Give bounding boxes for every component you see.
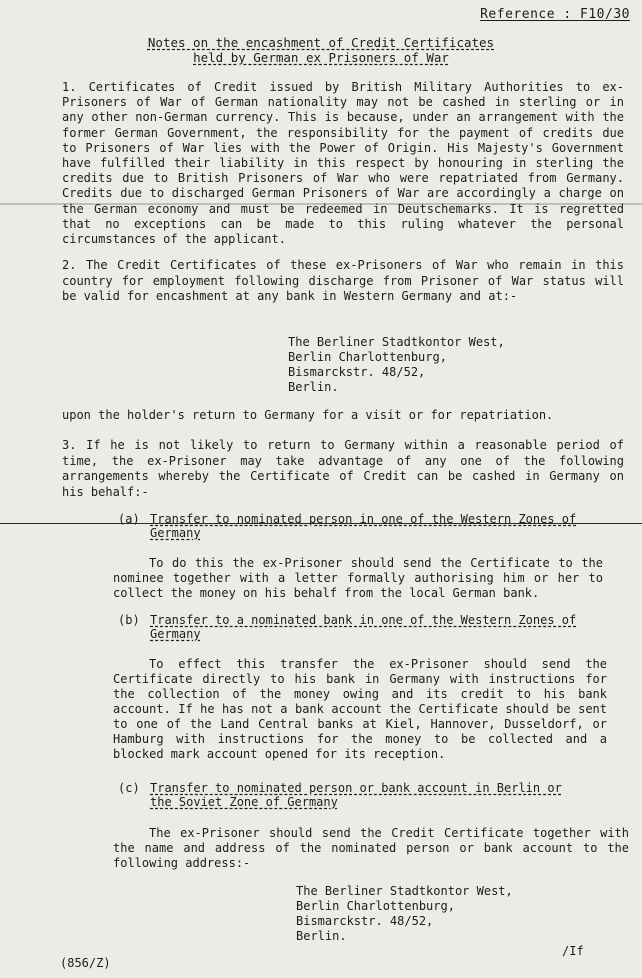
form-number: (856/Z) <box>60 956 111 970</box>
subsection-a-label: (a) <box>118 512 140 526</box>
paragraph-2b-text: upon the holder's return to Germany for a visit or for repatriation. <box>62 408 554 422</box>
subsection-a-text: To do this the ex-Prisoner should send the Certificate to the nominee together with a letter formally authorising him or her to collect the money on his behalf from the local German bank. <box>113 556 603 600</box>
address-1-line: Bismarckstr. 48/52, <box>288 365 426 379</box>
subsection-c-title: Transfer to nominated person or bank account in Berlin or the Soviet Zone of Germany <box>150 781 562 809</box>
subsection-b-heading <box>118 613 618 645</box>
subsection-b-body <box>113 657 607 762</box>
subsection-a-title: Transfer to nominated person in one of the Western Zones of Germany <box>150 512 577 540</box>
address-1-line: The Berliner Stadtkontor West, <box>288 335 505 349</box>
subsection-c-label: (c) <box>118 781 140 795</box>
title-line-2: held by German ex Prisoners of War <box>193 50 449 65</box>
subsection-c-heading <box>118 781 618 813</box>
paragraph-2 <box>62 258 624 305</box>
subsection-b-title: Transfer to a nominated bank in one of the Western Zones of Germany <box>150 613 577 641</box>
subsection-a-heading <box>118 512 618 544</box>
reference-number: Reference : F10/30 <box>480 7 630 22</box>
address-1-line: Berlin Charlottenburg, <box>288 350 447 364</box>
address-1-line: Berlin. <box>288 380 339 394</box>
subsection-c-text: The ex-Prisoner should send the Credit Certificate together with the name and address of the nominated person or bank account to the following address:- <box>113 826 629 870</box>
paragraph-3-text: 3. If he is not likely to return to Germany within a reasonable period of time, the ex-Prisoner may take advantage of any one of the following arrangements whereby the Certificate of Credit can be cashed in Germany on his behalf:- <box>62 438 624 499</box>
address-2-line: Berlin Charlottenburg, <box>296 899 455 913</box>
address-block-1 <box>288 335 505 395</box>
document-title <box>0 35 642 65</box>
title-line-1: Notes on the encashment of Credit Certificates <box>147 35 495 50</box>
paragraph-1 <box>62 80 624 247</box>
address-block-2 <box>296 884 513 944</box>
subsection-a-body <box>113 556 603 601</box>
paragraph-3 <box>62 438 624 500</box>
subsection-c-body <box>113 826 629 871</box>
address-2-line: Bismarckstr. 48/52, <box>296 914 434 928</box>
paragraph-1-text: 1. Certificates of Credit issued by British Military Authorities to ex-Prisoners of War of German nationality may not be cashed in sterling or in any other non-German currency. This is because, under an arrangement with the former German Government, the responsibility for the payment of credits due to Prisoners of War lies with the Power of Origin. His Majesty's Government have fulfilled their liability in this respect by honouring in sterling the credits due to British Prisoners of War who were repatriated from Germany. Credits due to discharged German Prisoners of War are accordingly a charge on the German economy and must be redeemed in Deutschemarks. It is regretted that no exceptions can be made to this ruling whatever the personal circumstances of the applicant. <box>62 80 624 247</box>
address-2-line: Berlin. <box>296 929 347 943</box>
subsection-b-label: (b) <box>118 613 140 627</box>
paragraph-2-text: 2. The Credit Certificates of these ex-Prisoners of War who remain in this country for employment following discharge from Prisoner of War status will be valid for encashment at any bank in Western Germany and at:- <box>62 258 624 303</box>
paragraph-2-continued <box>62 408 624 423</box>
continuation-mark: /If <box>562 944 584 958</box>
address-2-line: The Berliner Stadtkontor West, <box>296 884 513 898</box>
subsection-b-text: To effect this transfer the ex-Prisoner should send the Certificate directly to his bank in Germany with instructions for the collection of the money owing and its credit to his bank account. If he has not a bank account the Certificate should be sent to one of the Land Central banks at Kiel, Hannover, Dusseldorf, or Hamburg with instructions for the money to be collected and a blocked mark account opened for its reception. <box>113 657 607 761</box>
